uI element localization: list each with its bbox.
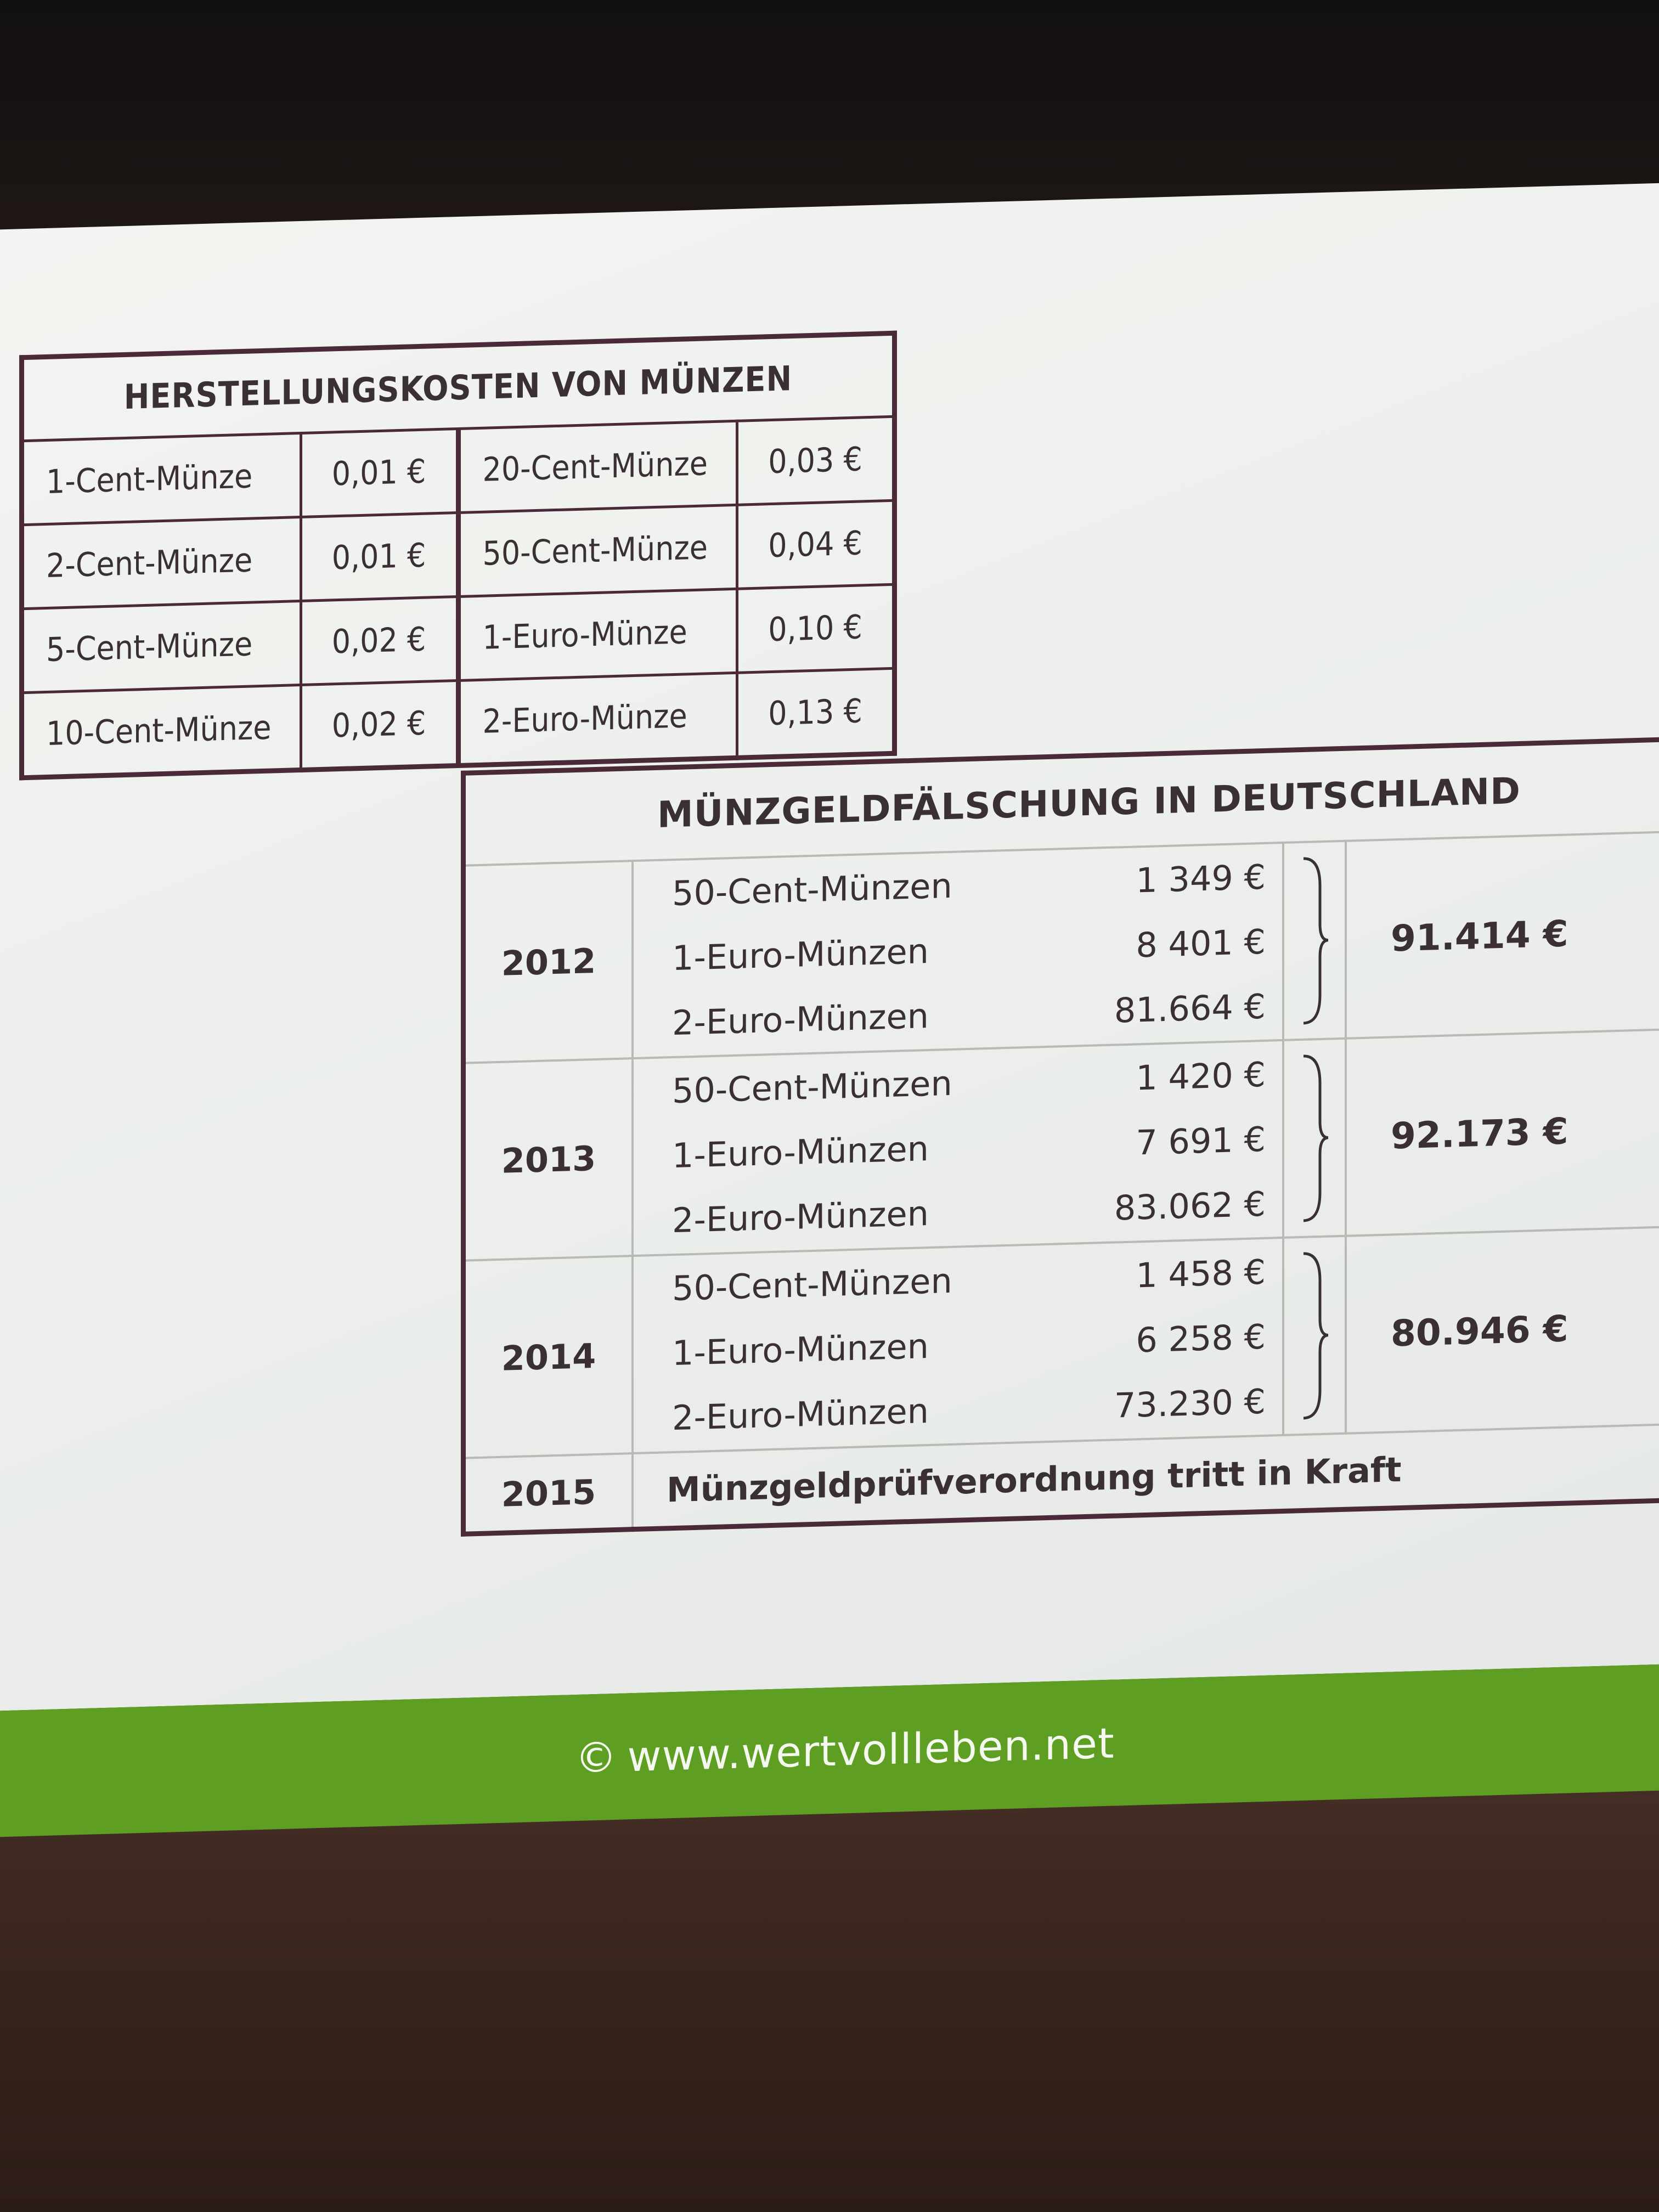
table-row [464,831,1659,1063]
coin-type: 2-Euro-Münzen [672,1193,929,1241]
regulation-note: Münzgeldprüfverordnung tritt in Kraft [633,1423,1659,1530]
year-cell: 2013 [464,1058,633,1261]
coin-label: 1-Cent-Münze [22,433,301,525]
footer-url: www.wertvollleben.net [627,1718,1115,1781]
coin-cost: 0,03 € [737,416,895,505]
coin-label: 1-Euro-Münze [458,589,737,680]
coin-type: 1-Euro-Münzen [672,1326,929,1374]
amount-list [1101,1238,1283,1440]
table-row [464,1226,1659,1458]
year-cell: 2015 [464,1453,633,1534]
curly-brace-icon [1283,841,1346,1040]
coin-list [633,1045,1101,1256]
coin-label: 50-Cent-Münze [458,505,737,596]
amount-list [1101,1040,1283,1243]
amount: 1 420 € [1136,1054,1266,1098]
counterfeit-title: MÜNZGELDFÄLSCHUNG IN DEUTSCHLAND [464,738,1659,866]
amount: 8 401 € [1136,921,1266,966]
amount-list [1101,843,1283,1045]
table-row [464,1028,1659,1261]
coin-cost: 0,10 € [737,584,895,673]
coin-type: 2-Euro-Münzen [672,996,929,1043]
coin-type: 50-Cent-Münzen [672,1063,952,1111]
coin-type: 1-Euro-Münzen [672,1128,929,1176]
coin-label: 2-Euro-Münze [458,673,737,765]
production-cost-table [19,331,897,781]
coin-label: 20-Cent-Münze [458,421,737,512]
coin-list [633,848,1101,1058]
curly-brace-icon [1283,1039,1346,1238]
year-total: 80.946 € [1346,1226,1659,1434]
coin-type: 50-Cent-Münzen [672,865,952,914]
coin-label: 2-Cent-Münze [22,517,301,609]
amount: 83.062 € [1114,1183,1266,1228]
coin-cost: 0,02 € [301,597,458,685]
year-total: 91.414 € [1346,831,1659,1039]
footer-credit [575,1718,1114,1782]
amount: 81.664 € [1114,986,1266,1031]
coin-label: 10-Cent-Münze [22,685,301,778]
counterfeit-table [461,736,1659,1537]
year-total: 92.173 € [1346,1028,1659,1236]
amount: 1 458 € [1136,1251,1266,1296]
coin-cost: 0,13 € [737,668,895,758]
production-cost-title: HERSTELLUNGSKOSTEN VON MÜNZEN [22,333,895,441]
amount: 1 349 € [1136,856,1266,901]
coin-cost: 0,01 € [301,513,458,601]
coin-type: 2-Euro-Münzen [672,1391,929,1438]
copyright-icon: © [575,1732,618,1782]
coin-label: 5-Cent-Münze [22,601,301,693]
coin-cost: 0,04 € [737,500,895,589]
coin-cost: 0,02 € [301,681,458,770]
amount: 6 258 € [1136,1316,1266,1361]
amount: 73.230 € [1114,1381,1266,1426]
coin-type: 1-Euro-Münzen [672,931,929,979]
amount: 7 691 € [1136,1119,1266,1163]
year-cell: 2014 [464,1256,633,1458]
coin-cost: 0,01 € [301,429,458,517]
coin-list [633,1243,1101,1453]
coin-type: 50-Cent-Münzen [672,1260,952,1309]
curly-brace-icon [1283,1236,1346,1435]
year-cell: 2012 [464,861,633,1063]
